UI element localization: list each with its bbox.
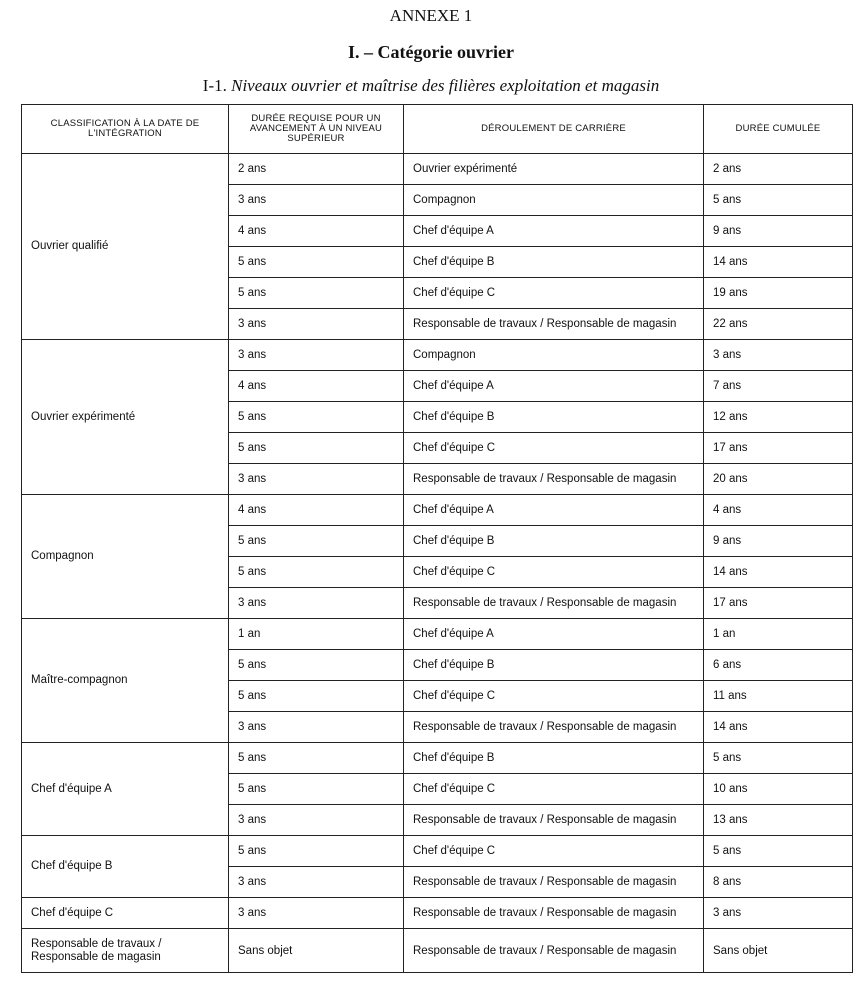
duree-cumulee-cell: 9 ans: [704, 216, 853, 247]
duree-requise-cell: 5 ans: [229, 278, 404, 309]
deroulement-cell: Responsable de travaux / Responsable de magasin: [404, 309, 704, 340]
duree-requise-cell: 5 ans: [229, 836, 404, 867]
table-row: [22, 836, 853, 867]
duree-requise-cell: 1 an: [229, 619, 404, 650]
deroulement-cell: Compagnon: [404, 340, 704, 371]
table-row: [22, 743, 853, 774]
deroulement-cell: Responsable de travaux / Responsable de magasin: [404, 867, 704, 898]
duree-requise-cell: 3 ans: [229, 588, 404, 619]
deroulement-cell: Chef d'équipe C: [404, 681, 704, 712]
deroulement-cell: Chef d'équipe A: [404, 371, 704, 402]
deroulement-cell: Chef d'équipe B: [404, 247, 704, 278]
duree-requise-cell: 3 ans: [229, 340, 404, 371]
duree-cumulee-cell: 14 ans: [704, 557, 853, 588]
deroulement-cell: Responsable de travaux / Responsable de magasin: [404, 712, 704, 743]
deroulement-cell: Responsable de travaux / Responsable de magasin: [404, 588, 704, 619]
duree-requise-cell: 3 ans: [229, 464, 404, 495]
duree-requise-cell: Sans objet: [229, 929, 404, 973]
deroulement-cell: Chef d'équipe B: [404, 743, 704, 774]
deroulement-cell: Responsable de travaux / Responsable de magasin: [404, 929, 704, 973]
duree-requise-cell: 5 ans: [229, 247, 404, 278]
classification-cell: Chef d'équipe A: [22, 743, 229, 836]
deroulement-cell: Chef d'équipe C: [404, 557, 704, 588]
table-row: [22, 619, 853, 650]
duree-requise-cell: 5 ans: [229, 743, 404, 774]
deroulement-cell: Chef d'équipe C: [404, 278, 704, 309]
duree-cumulee-cell: 4 ans: [704, 495, 853, 526]
duree-requise-cell: 3 ans: [229, 309, 404, 340]
deroulement-cell: Ouvrier expérimenté: [404, 154, 704, 185]
duree-requise-cell: 4 ans: [229, 495, 404, 526]
category-title: I. – Catégorie ouvrier: [348, 42, 514, 62]
classification-cell: Ouvrier expérimenté: [22, 340, 229, 495]
table-row: [22, 495, 853, 526]
duree-cumulee-cell: 6 ans: [704, 650, 853, 681]
duree-cumulee-cell: 7 ans: [704, 371, 853, 402]
duree-requise-cell: 5 ans: [229, 650, 404, 681]
duree-requise-cell: 5 ans: [229, 681, 404, 712]
classification-cell: Ouvrier qualifié: [22, 154, 229, 340]
career-table: [21, 104, 853, 973]
section-subtitle: [0, 76, 862, 96]
duree-requise-cell: 3 ans: [229, 805, 404, 836]
duree-requise-cell: 3 ans: [229, 898, 404, 929]
duree-requise-cell: 5 ans: [229, 402, 404, 433]
duree-cumulee-cell: 5 ans: [704, 836, 853, 867]
duree-cumulee-cell: 17 ans: [704, 433, 853, 464]
duree-cumulee-cell: 5 ans: [704, 185, 853, 216]
classification-cell: Compagnon: [22, 495, 229, 619]
duree-cumulee-cell: 3 ans: [704, 898, 853, 929]
table-row: [22, 340, 853, 371]
duree-requise-cell: 5 ans: [229, 774, 404, 805]
duree-cumulee-cell: 2 ans: [704, 154, 853, 185]
duree-cumulee-cell: 13 ans: [704, 805, 853, 836]
duree-cumulee-cell: 17 ans: [704, 588, 853, 619]
duree-cumulee-cell: 20 ans: [704, 464, 853, 495]
duree-requise-cell: 4 ans: [229, 371, 404, 402]
deroulement-cell: Responsable de travaux / Responsable de magasin: [404, 898, 704, 929]
duree-requise-cell: 3 ans: [229, 185, 404, 216]
table-body: [22, 154, 853, 973]
table-row: [22, 929, 853, 973]
deroulement-cell: Chef d'équipe C: [404, 774, 704, 805]
table-row: [22, 898, 853, 929]
classification-cell: Responsable de travaux / Responsable de magasin: [22, 929, 229, 973]
duree-cumulee-cell: 12 ans: [704, 402, 853, 433]
deroulement-cell: Chef d'équipe B: [404, 402, 704, 433]
duree-cumulee-cell: 11 ans: [704, 681, 853, 712]
duree-cumulee-cell: 8 ans: [704, 867, 853, 898]
annex-title: ANNEXE 1: [389, 6, 473, 25]
table-row: [22, 154, 853, 185]
duree-cumulee-cell: 1 an: [704, 619, 853, 650]
duree-cumulee-cell: 3 ans: [704, 340, 853, 371]
subtitle-text: Niveaux ouvrier et maîtrise des filières exploitation et magasin: [231, 76, 660, 95]
deroulement-cell: Compagnon: [404, 185, 704, 216]
classification-cell: Chef d'équipe C: [22, 898, 229, 929]
classification-cell: Maître-compagnon: [22, 619, 229, 743]
deroulement-cell: Responsable de travaux / Responsable de magasin: [404, 464, 704, 495]
duree-requise-cell: 5 ans: [229, 433, 404, 464]
deroulement-cell: Chef d'équipe C: [404, 836, 704, 867]
deroulement-cell: Chef d'équipe C: [404, 433, 704, 464]
duree-requise-cell: 4 ans: [229, 216, 404, 247]
duree-requise-cell: 3 ans: [229, 867, 404, 898]
classification-cell: Chef d'équipe B: [22, 836, 229, 898]
column-header-deroulement: DÉROULEMENT DE CARRIÈRE: [404, 105, 704, 154]
deroulement-cell: Chef d'équipe B: [404, 650, 704, 681]
column-header-duree-requise: DURÉE REQUISE POUR UN AVANCEMENT À UN NIVEAU SUPÉRIEUR: [229, 105, 404, 154]
duree-requise-cell: 3 ans: [229, 712, 404, 743]
duree-requise-cell: 2 ans: [229, 154, 404, 185]
duree-cumulee-cell: Sans objet: [704, 929, 853, 973]
deroulement-cell: Chef d'équipe B: [404, 526, 704, 557]
column-header-duree-cumulee: DURÉE CUMULÉE: [704, 105, 853, 154]
duree-requise-cell: 5 ans: [229, 557, 404, 588]
duree-cumulee-cell: 14 ans: [704, 247, 853, 278]
subtitle-number: I-1.: [202, 76, 227, 95]
table-header-row: [22, 105, 853, 154]
duree-cumulee-cell: 19 ans: [704, 278, 853, 309]
duree-cumulee-cell: 22 ans: [704, 309, 853, 340]
duree-cumulee-cell: 9 ans: [704, 526, 853, 557]
deroulement-cell: Responsable de travaux / Responsable de magasin: [404, 805, 704, 836]
deroulement-cell: Chef d'équipe A: [404, 216, 704, 247]
duree-cumulee-cell: 14 ans: [704, 712, 853, 743]
duree-cumulee-cell: 5 ans: [704, 743, 853, 774]
deroulement-cell: Chef d'équipe A: [404, 495, 704, 526]
duree-cumulee-cell: 10 ans: [704, 774, 853, 805]
column-header-classification: CLASSIFICATION À LA DATE DE L'INTÉGRATION: [22, 105, 229, 154]
deroulement-cell: Chef d'équipe A: [404, 619, 704, 650]
duree-requise-cell: 5 ans: [229, 526, 404, 557]
